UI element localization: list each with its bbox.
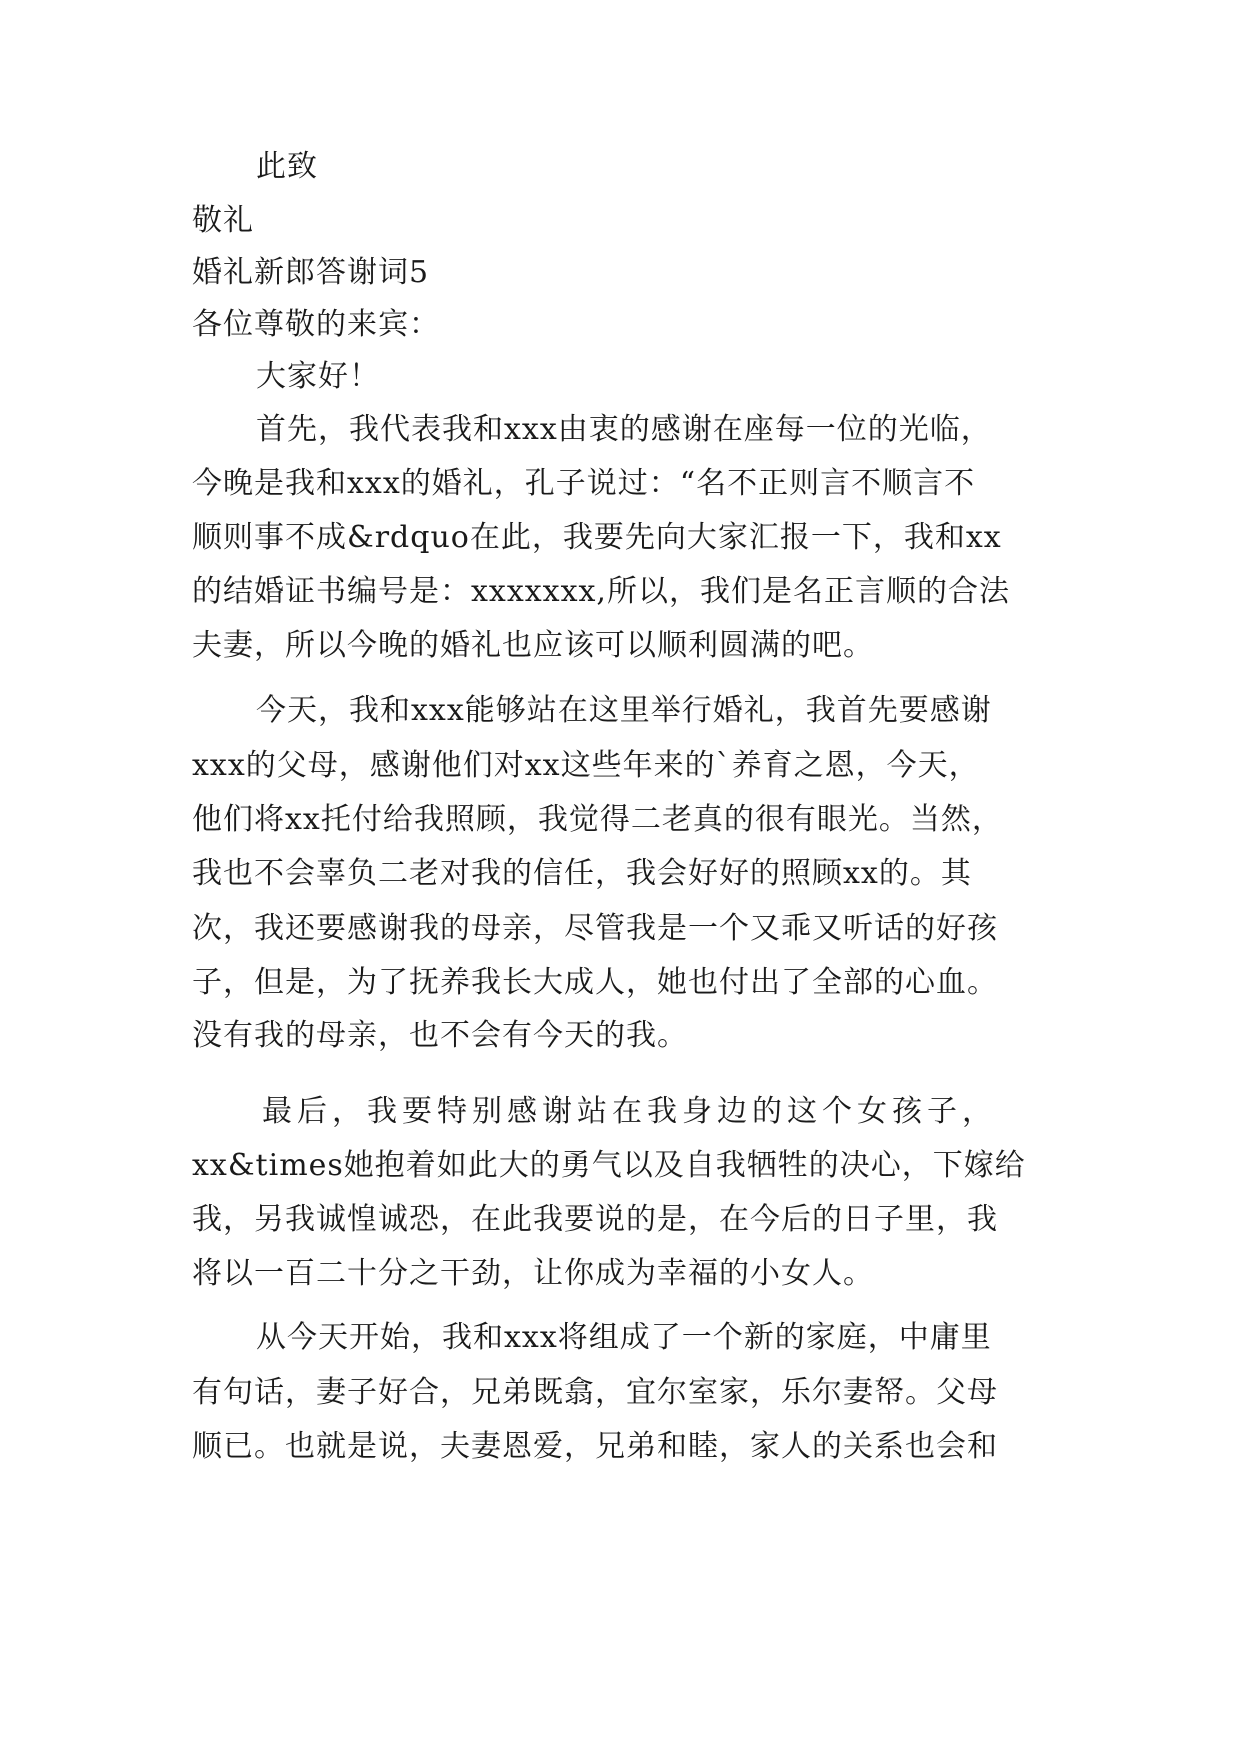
paragraph-3-line: 我，另我诚惶诚恐，在此我要说的是，在今后的日子里，我 [192, 1202, 998, 1237]
paragraph-1-line: 今晚是我和xxx的婚礼，孔子说过：“名不正则言不顺言不 [192, 466, 976, 501]
paragraph-1-line: 顺则事不成&rdquo在此，我要先向大家汇报一下，我和xx [192, 520, 1002, 555]
paragraph-3-line: 将以一百二十分之干劲，让你成为幸福的小女人。 [192, 1256, 874, 1291]
paragraph-2-line: 次，我还要感谢我的母亲，尽管我是一个又乖又听话的好孩 [192, 911, 998, 946]
paragraph-1-line: 夫妻，所以今晚的婚礼也应该可以顺利圆满的吧。 [192, 628, 874, 663]
paragraph-3-line: 最后，我要特别感谢站在我身边的这个女孩子， [262, 1094, 997, 1129]
paragraph-1-line: 的结婚证书编号是：xxxxxxx,所以，我们是名正言顺的合法 [192, 574, 1010, 609]
closing-regards: 敬礼 [192, 203, 254, 238]
document-title: 婚礼新郎答谢词5 [192, 255, 430, 290]
paragraph-2-line: 我也不会辜负二老对我的信任，我会好好的照顾xx的。其 [192, 856, 972, 891]
paragraph-2-line: 没有我的母亲，也不会有今天的我。 [192, 1018, 688, 1053]
paragraph-4-line: 从今天开始，我和xxx将组成了一个新的家庭，中庸里 [256, 1320, 992, 1355]
paragraph-4-line: 有句话，妻子好合，兄弟既翕，宜尔室家，乐尔妻帑。父母 [192, 1375, 998, 1410]
paragraph-3-line: xx&times她抱着如此大的勇气以及自我牺牲的决心，下嫁给 [192, 1148, 1026, 1183]
closing-salutation: 此致 [256, 149, 318, 184]
paragraph-1-line: 首先，我代表我和xxx由衷的感谢在座每一位的光临， [256, 412, 992, 447]
paragraph-2-line: xxx的父母，感谢他们对xx这些年来的`养育之恩，今天， [192, 748, 980, 783]
paragraph-2-line: 今天，我和xxx能够站在这里举行婚礼，我首先要感谢 [256, 693, 992, 728]
paragraph-2-line: 他们将xx托付给我照顾，我觉得二老真的很有眼光。当然， [192, 802, 1003, 837]
greeting-line: 大家好！ [256, 359, 380, 394]
paragraph-2-line: 子，但是，为了抚养我长大成人，她也付出了全部的心血。 [192, 965, 998, 1000]
paragraph-4-line: 顺已。也就是说，夫妻恩爱，兄弟和睦，家人的关系也会和 [192, 1429, 998, 1464]
address-line: 各位尊敬的来宾： [192, 307, 440, 342]
